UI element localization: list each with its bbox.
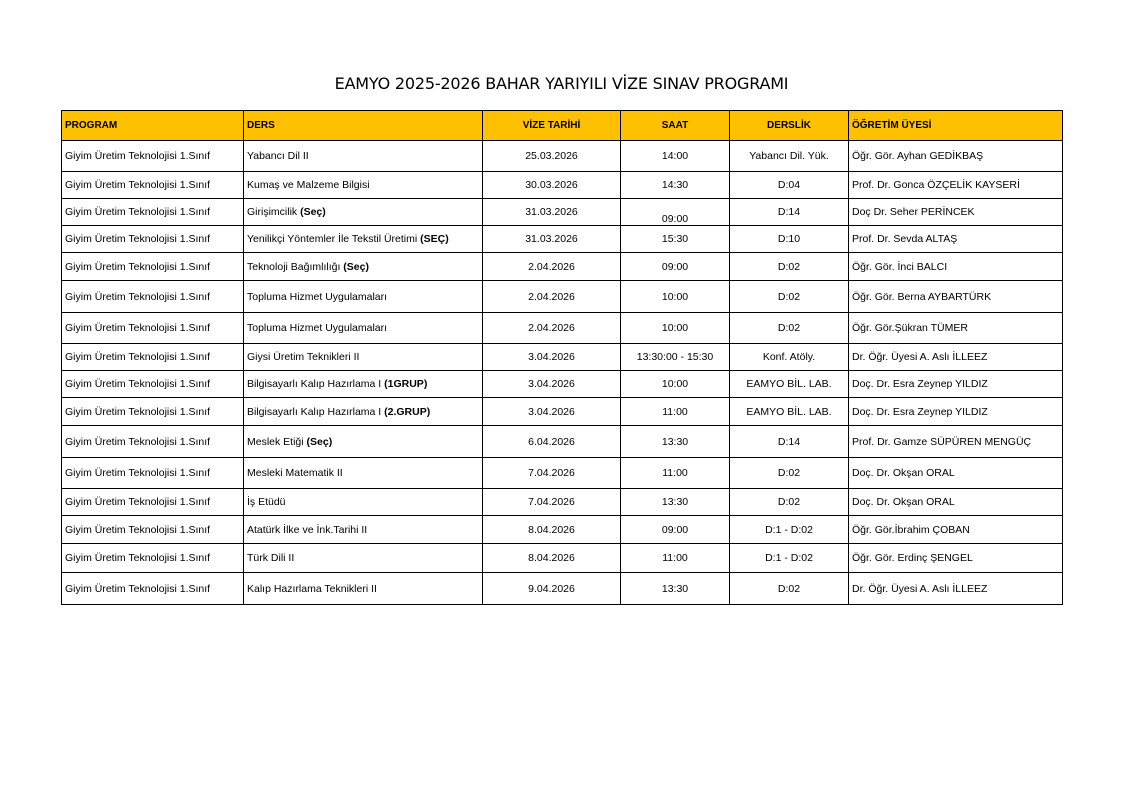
cell-uye: Öğr. Gör. Berna AYBARTÜRK bbox=[849, 281, 1063, 313]
table-row bbox=[62, 371, 1063, 398]
cell-saat: 09:00 bbox=[621, 253, 730, 281]
cell-uye: Öğr. Gör.İbrahim ÇOBAN bbox=[849, 516, 1063, 544]
ders-text: Girişimcilik bbox=[247, 206, 301, 218]
cell-program: Giyim Üretim Teknolojisi 1.Sınıf bbox=[62, 426, 244, 458]
cell-uye: Prof. Dr. Gonca ÖZÇELİK KAYSERİ bbox=[849, 172, 1063, 199]
cell-tarih: 3.04.2026 bbox=[483, 398, 621, 426]
cell-program: Giyim Üretim Teknolojisi 1.Sınıf bbox=[62, 544, 244, 573]
ders-tag: (Seç) bbox=[300, 206, 326, 218]
cell-saat: 10:00 bbox=[621, 281, 730, 313]
table-row bbox=[62, 398, 1063, 426]
cell-ders bbox=[244, 199, 483, 226]
cell-derslik: Konf. Atöly. bbox=[730, 344, 849, 371]
cell-uye: Prof. Dr. Sevda ALTAŞ bbox=[849, 226, 1063, 253]
cell-tarih: 7.04.2026 bbox=[483, 489, 621, 516]
cell-ders bbox=[244, 344, 483, 371]
cell-ders bbox=[244, 226, 483, 253]
ders-text: Meslek Etiği bbox=[247, 435, 307, 448]
ders-text: Yabancı Dil II bbox=[247, 150, 309, 162]
header-program: PROGRAM bbox=[62, 111, 244, 141]
ders-text: Kumaş ve Malzeme Bilgisi bbox=[247, 179, 370, 191]
table-row bbox=[62, 544, 1063, 573]
cell-ders bbox=[244, 281, 483, 313]
cell-derslik: D:04 bbox=[730, 172, 849, 199]
cell-ders bbox=[244, 489, 483, 516]
cell-saat: 11:00 bbox=[621, 398, 730, 426]
cell-saat: 09:00 bbox=[621, 199, 730, 226]
table-row bbox=[62, 344, 1063, 371]
cell-program: Giyim Üretim Teknolojisi 1.Sınıf bbox=[62, 281, 244, 313]
cell-ders bbox=[244, 141, 483, 172]
ders-text: İş Etüdü bbox=[247, 496, 286, 508]
table-row bbox=[62, 172, 1063, 199]
page-title: EAMYO 2025-2026 BAHAR YARIYILI VİZE SINAV PROGRAMI bbox=[334, 74, 789, 93]
cell-derslik: D:02 bbox=[730, 489, 849, 516]
table-row bbox=[62, 489, 1063, 516]
cell-uye: Doç. Dr. Esra Zeynep YILDIZ bbox=[849, 371, 1063, 398]
ders-text: Kalıp Hazırlama Teknikleri II bbox=[247, 582, 377, 595]
cell-tarih: 3.04.2026 bbox=[483, 344, 621, 371]
cell-derslik: D:14 bbox=[730, 199, 849, 226]
table-row bbox=[62, 426, 1063, 458]
cell-program: Giyim Üretim Teknolojisi 1.Sınıf bbox=[62, 141, 244, 172]
cell-saat: 11:00 bbox=[621, 544, 730, 573]
cell-saat: 10:00 bbox=[621, 313, 730, 344]
cell-uye: Öğr. Gör. Erdinç ŞENGEL bbox=[849, 544, 1063, 573]
cell-derslik: EAMYO BİL. LAB. bbox=[730, 371, 849, 398]
ders-text: Giysi Üretim Teknikleri II bbox=[247, 351, 360, 363]
ders-text: Bilgisayarlı Kalıp Hazırlama I bbox=[247, 378, 385, 390]
cell-derslik: D:02 bbox=[730, 253, 849, 281]
cell-saat: 10:00 bbox=[621, 371, 730, 398]
cell-derslik: D:02 bbox=[730, 458, 849, 489]
ders-text: Bilgisayarlı Kalıp Hazırlama I bbox=[247, 405, 385, 418]
cell-tarih: 2.04.2026 bbox=[483, 313, 621, 344]
cell-tarih: 2.04.2026 bbox=[483, 253, 621, 281]
cell-derslik: D:02 bbox=[730, 573, 849, 605]
cell-program: Giyim Üretim Teknolojisi 1.Sınıf bbox=[62, 253, 244, 281]
cell-tarih: 6.04.2026 bbox=[483, 426, 621, 458]
ders-tag: (1GRUP) bbox=[384, 378, 428, 390]
cell-ders bbox=[244, 253, 483, 281]
cell-uye: Öğr. Gör. İnci BALCI bbox=[849, 253, 1063, 281]
cell-saat: 13:30 bbox=[621, 489, 730, 516]
header-ogretim-uyesi: ÖĞRETİM ÜYESİ bbox=[849, 111, 1063, 141]
cell-derslik: D:1 - D:02 bbox=[730, 516, 849, 544]
cell-tarih: 7.04.2026 bbox=[483, 458, 621, 489]
table-row bbox=[62, 141, 1063, 172]
table-row bbox=[62, 281, 1063, 313]
table-row bbox=[62, 199, 1063, 226]
cell-program: Giyim Üretim Teknolojisi 1.Sınıf bbox=[62, 489, 244, 516]
cell-saat: 14:30 bbox=[621, 172, 730, 199]
ders-text: Atatürk İlke ve İnk.Tarihi II bbox=[247, 523, 368, 536]
cell-uye: Dr. Öğr. Üyesi A. Aslı İLLEEZ bbox=[849, 344, 1063, 371]
cell-ders bbox=[244, 573, 483, 605]
cell-saat: 13:30:00 - 15:30 bbox=[621, 344, 730, 371]
cell-uye: Doç. Dr. Esra Zeynep YILDIZ bbox=[849, 398, 1063, 426]
cell-ders bbox=[244, 516, 483, 544]
cell-derslik: EAMYO BİL. LAB. bbox=[730, 398, 849, 426]
table-row bbox=[62, 253, 1063, 281]
cell-program: Giyim Üretim Teknolojisi 1.Sınıf bbox=[62, 371, 244, 398]
exam-schedule-table bbox=[61, 110, 1063, 605]
cell-tarih: 2.04.2026 bbox=[483, 281, 621, 313]
ders-text: Topluma Hizmet Uygulamaları bbox=[247, 290, 388, 303]
cell-saat: 13:30 bbox=[621, 573, 730, 605]
cell-saat: 09:00 bbox=[621, 516, 730, 544]
cell-ders bbox=[244, 371, 483, 398]
cell-saat: 15:30 bbox=[621, 226, 730, 253]
cell-tarih: 31.03.2026 bbox=[483, 199, 621, 226]
table-header-row bbox=[62, 111, 1063, 141]
table-row bbox=[62, 313, 1063, 344]
header-ders: DERS bbox=[244, 111, 483, 141]
cell-tarih: 25.03.2026 bbox=[483, 141, 621, 172]
table-row bbox=[62, 226, 1063, 253]
header-vize-tarihi: VİZE TARİHİ bbox=[483, 111, 621, 141]
cell-ders bbox=[244, 426, 483, 458]
cell-tarih: 3.04.2026 bbox=[483, 371, 621, 398]
cell-ders bbox=[244, 544, 483, 573]
cell-ders bbox=[244, 458, 483, 489]
cell-uye: Öğr. Gör.Şükran TÜMER bbox=[849, 313, 1063, 344]
cell-program: Giyim Üretim Teknolojisi 1.Sınıf bbox=[62, 226, 244, 253]
cell-program: Giyim Üretim Teknolojisi 1.Sınıf bbox=[62, 199, 244, 226]
cell-program: Giyim Üretim Teknolojisi 1.Sınıf bbox=[62, 313, 244, 344]
cell-uye: Prof. Dr. Gamze SÜPÜREN MENGÜÇ bbox=[849, 426, 1063, 458]
cell-ders bbox=[244, 172, 483, 199]
cell-program: Giyim Üretim Teknolojisi 1.Sınıf bbox=[62, 172, 244, 199]
cell-ders bbox=[244, 398, 483, 426]
cell-tarih: 8.04.2026 bbox=[483, 544, 621, 573]
cell-derslik: D:1 - D:02 bbox=[730, 544, 849, 573]
ders-tag: (SEÇ) bbox=[420, 233, 449, 245]
cell-program: Giyim Üretim Teknolojisi 1.Sınıf bbox=[62, 344, 244, 371]
ders-tag: (Seç) bbox=[343, 260, 369, 273]
cell-program: Giyim Üretim Teknolojisi 1.Sınıf bbox=[62, 573, 244, 605]
ders-text: Türk Dili II bbox=[247, 552, 295, 564]
ders-tag: (Seç) bbox=[306, 435, 333, 448]
cell-saat: 14:00 bbox=[621, 141, 730, 172]
ders-text: Mesleki Matematik II bbox=[247, 467, 343, 479]
table-row bbox=[62, 573, 1063, 605]
cell-tarih: 9.04.2026 bbox=[483, 573, 621, 605]
cell-tarih: 31.03.2026 bbox=[483, 226, 621, 253]
cell-program: Giyim Üretim Teknolojisi 1.Sınıf bbox=[62, 398, 244, 426]
cell-saat: 11:00 bbox=[621, 458, 730, 489]
table-row bbox=[62, 458, 1063, 489]
header-saat: SAAT bbox=[621, 111, 730, 141]
cell-uye: Öğr. Gör. Ayhan GEDİKBAŞ bbox=[849, 141, 1063, 172]
cell-uye: Doç Dr. Seher PERİNCEK bbox=[849, 199, 1063, 226]
cell-derslik: D:02 bbox=[730, 281, 849, 313]
header-derslik: DERSLİK bbox=[730, 111, 849, 141]
ders-text: Topluma Hizmet Uygulamaları bbox=[247, 322, 388, 334]
cell-uye: Doç. Dr. Okşan ORAL bbox=[849, 458, 1063, 489]
cell-derslik: D:14 bbox=[730, 426, 849, 458]
cell-uye: Doç. Dr. Okşan ORAL bbox=[849, 489, 1063, 516]
cell-program: Giyim Üretim Teknolojisi 1.Sınıf bbox=[62, 516, 244, 544]
cell-uye: Dr. Öğr. Üyesi A. Aslı İLLEEZ bbox=[849, 573, 1063, 605]
cell-derslik: D:10 bbox=[730, 226, 849, 253]
cell-derslik: Yabancı Dil. Yük. bbox=[730, 141, 849, 172]
cell-tarih: 8.04.2026 bbox=[483, 516, 621, 544]
cell-ders bbox=[244, 313, 483, 344]
cell-program: Giyim Üretim Teknolojisi 1.Sınıf bbox=[62, 458, 244, 489]
ders-tag: (2.GRUP) bbox=[384, 405, 431, 418]
ders-text: Yenilikçi Yöntemler İle Tekstil Üretimi bbox=[247, 233, 421, 245]
table-row bbox=[62, 516, 1063, 544]
cell-derslik: D:02 bbox=[730, 313, 849, 344]
cell-tarih: 30.03.2026 bbox=[483, 172, 621, 199]
cell-saat: 13:30 bbox=[621, 426, 730, 458]
ders-text: Teknoloji Bağımlılığı bbox=[247, 260, 344, 273]
